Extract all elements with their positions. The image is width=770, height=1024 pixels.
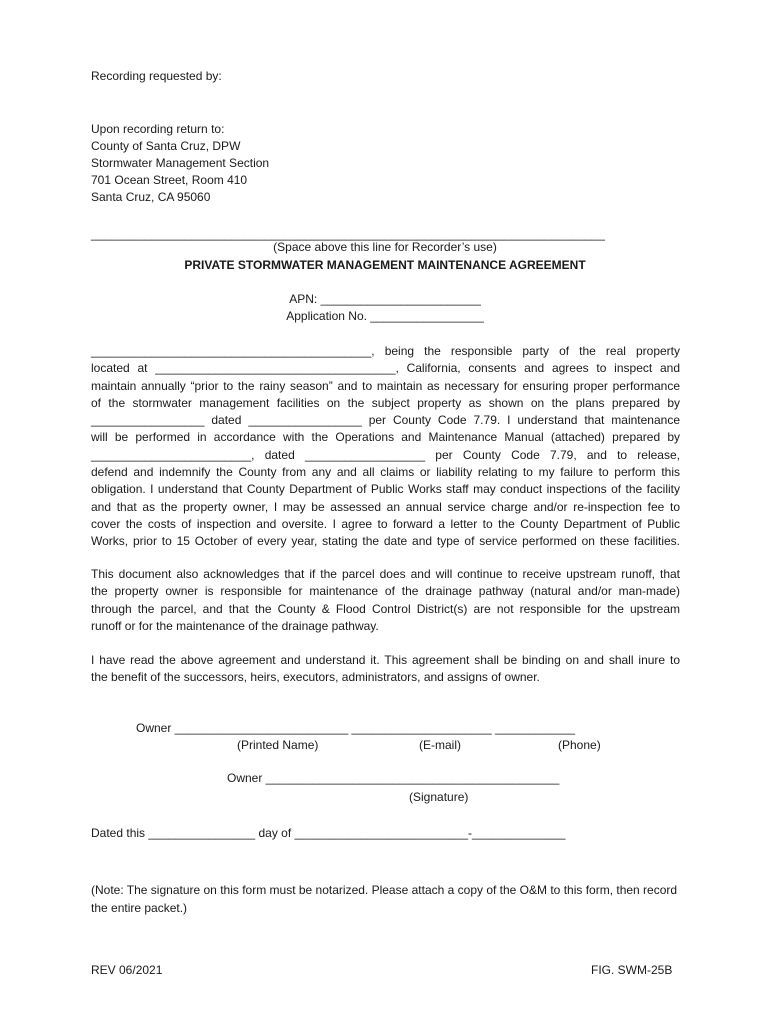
revision-label: REV 06/2021 [91,963,163,977]
paragraph-line: __________________________________________, being the responsible party of the real property [91,344,680,358]
paragraph-line: defend and indemnify the County from any and all claims or liability relating to my failure to perform this [91,465,680,480]
paragraph-line: cover the costs of inspection and oversite. I agree to forward a letter to the County Department of Public [91,516,680,531]
return-line: Stormwater Management Section [91,156,270,170]
paragraph-line: located at ____________________________________, California, consents and agrees to inspect and [91,361,680,376]
paragraph-line: maintain annually “prior to the rainy season” and to maintain as necessary for ensuring proper performance [91,378,680,393]
return-line: Upon recording return to: [91,122,225,136]
recorder-rule: _____________________________________________________________________________ [91,227,605,241]
agreement-paragraph-3 [91,652,680,687]
agreement-paragraph-2 [91,566,680,635]
paragraph-line: obligation. I understand that County Department of Public Works staff may conduct inspections of the facility [91,482,680,497]
return-line: County of Santa Cruz, DPW [91,139,241,153]
recorder-space-note: (Space above this line for Recorder’s use) [273,240,497,254]
paragraph-line: will be performed in accordance with the Operations and Maintenance Manual (attached) prepared by [91,430,680,445]
paragraph-line: and that as the property owner, I may be assessed an annual service charge and/or re-inspection fee to [91,499,680,514]
paragraph-line: ________________________, dated __________________ per County Code 7.79, and to release, [91,447,680,462]
owner-signature-line[interactable]: Owner ____________________________________________ [227,771,560,785]
figure-label: FIG. SWM-25B [591,963,673,977]
paragraph-line: Works, prior to 15 October of every year, stating the date and type of service performed on these facilities. [91,534,680,549]
return-line: Santa Cruz, CA 95060 [91,190,211,204]
owner-info-line[interactable]: Owner __________________________ _____________________ ____________ [136,721,576,735]
paragraph-line: runoff or for the maintenance of the drainage pathway. [91,618,379,633]
paragraph-line: the property owner is responsible for maintenance of the drainage pathway (natural and/or man-made) [91,584,680,599]
paragraph-line: This document also acknowledges that if the parcel does and will continue to receive upstream runoff, that [91,567,680,581]
phone-caption: (Phone) [558,738,601,752]
paragraph-line: the benefit of the successors, heirs, executors, administrators, and assigns of owner. [91,670,540,685]
email-caption: (E-mail) [419,738,461,752]
apn-field[interactable]: APN: ________________________ [289,292,481,306]
paragraph-line: _________________ dated _________________ per County Code 7.79. I understand that maintenance [91,413,680,428]
notarization-note: (Note: The signature on this form must be notarized. Please attach a copy of the O&M to this form, then record the entire packet.) [91,883,678,915]
paragraph-line: through the parcel, and that the County & Flood Control District(s) are not responsible for the upstream [91,601,680,616]
recording-requested-label: Recording requested by: [91,69,222,83]
paragraph-line: of the stormwater management facilities on the subject property as shown on the plans prepared by [91,395,680,410]
return-line: 701 Ocean Street, Room 410 [91,173,248,187]
return-address-block [91,121,269,206]
application-number-field[interactable]: Application No. _________________ [286,309,484,323]
agreement-paragraph-1 [91,343,680,551]
document-title: PRIVATE STORMWATER MANAGEMENT MAINTENANCE AGREEMENT [184,258,586,272]
paragraph-line: I have read the above agreement and understand it. This agreement shall be binding on and shall inure to [91,653,680,667]
signature-caption: (Signature) [409,790,469,804]
dated-line[interactable]: Dated this ________________ day of __________________________-______________ [91,826,566,840]
printed-name-caption: (Printed Name) [237,738,319,752]
